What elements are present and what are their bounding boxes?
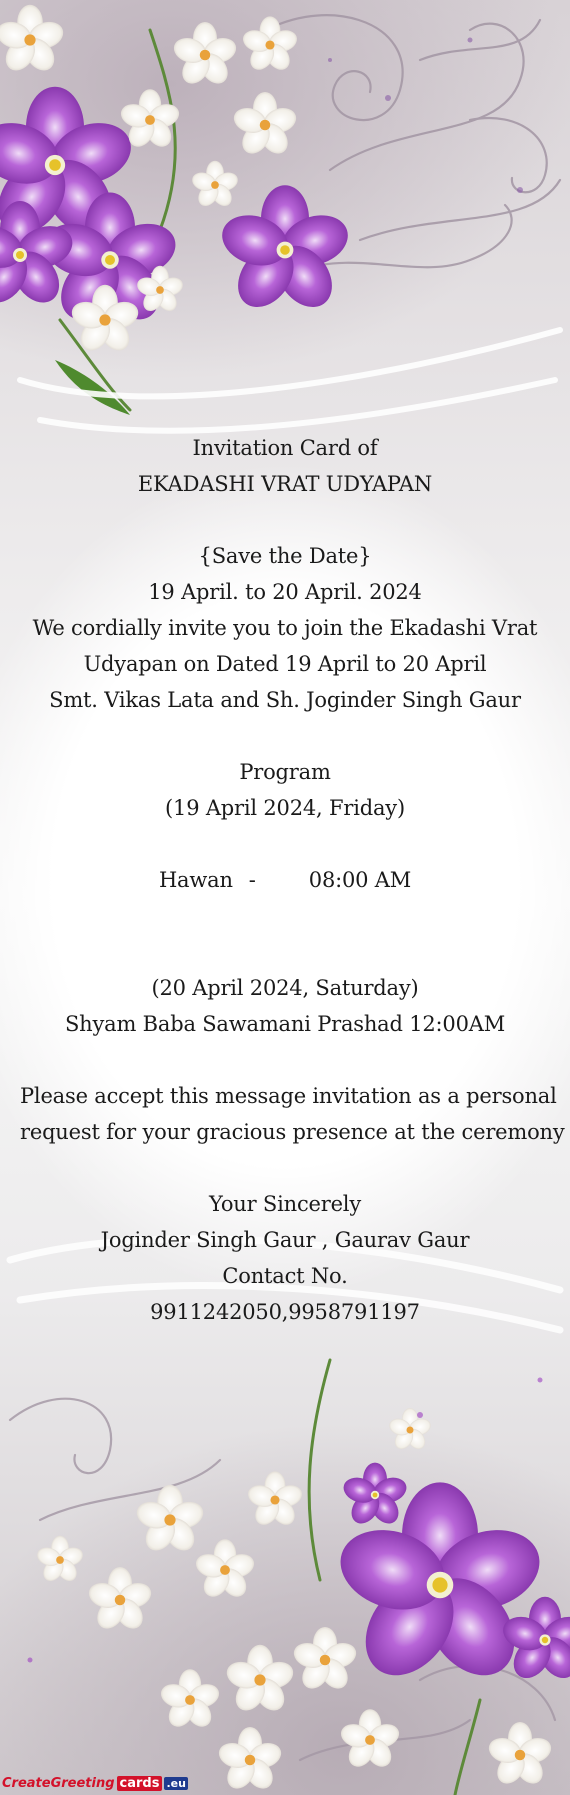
brand-logo[interactable] <box>2 1776 188 1791</box>
invite-line-1: We cordially invite you to join the Ekadashi Vrat <box>32 616 538 640</box>
event-1 <box>20 862 550 898</box>
brand-name-chip: cards <box>117 1776 163 1791</box>
program-title: Program <box>239 760 331 784</box>
save-the-date: {Save the Date} <box>198 544 372 568</box>
invitation-text <box>20 430 565 1330</box>
request-line-1: Please accept this message invitation as a personal <box>20 1084 557 1108</box>
heading-line-2: EKADASHI VRAT UDYAPAN <box>137 472 433 496</box>
event-1-name: Hawan <box>158 868 233 892</box>
hosts: Smt. Vikas Lata and Sh. Joginder Singh Gaur <box>49 688 521 712</box>
day-1: (19 April 2024, Friday) <box>165 796 405 820</box>
contact-numbers: 9911242050,9958791197 <box>150 1300 420 1324</box>
date-range: 19 April. to 20 April. 2024 <box>148 580 422 604</box>
event-2: Shyam Baba Sawamani Prashad 12:00AM <box>64 1012 506 1036</box>
brand-name-prefix: CreateGreeting <box>2 1776 115 1791</box>
brand-tld: .eu <box>166 1777 186 1790</box>
event-1-time: 08:00 AM <box>308 868 412 892</box>
event-1-separator: - <box>248 868 256 892</box>
request-line-2: request for your gracious presence at the ceremony <box>20 1120 565 1144</box>
contact-label: Contact No. <box>222 1264 348 1288</box>
closing: Your Sincerely <box>209 1192 361 1216</box>
signatories: Joginder Singh Gaur , Gaurav Gaur <box>100 1228 470 1252</box>
day-2: (20 April 2024, Saturday) <box>151 976 419 1000</box>
invite-line-2: Udyapan on Dated 19 April to 20 April <box>83 652 487 676</box>
heading-line-1: Invitation Card of <box>192 436 378 460</box>
